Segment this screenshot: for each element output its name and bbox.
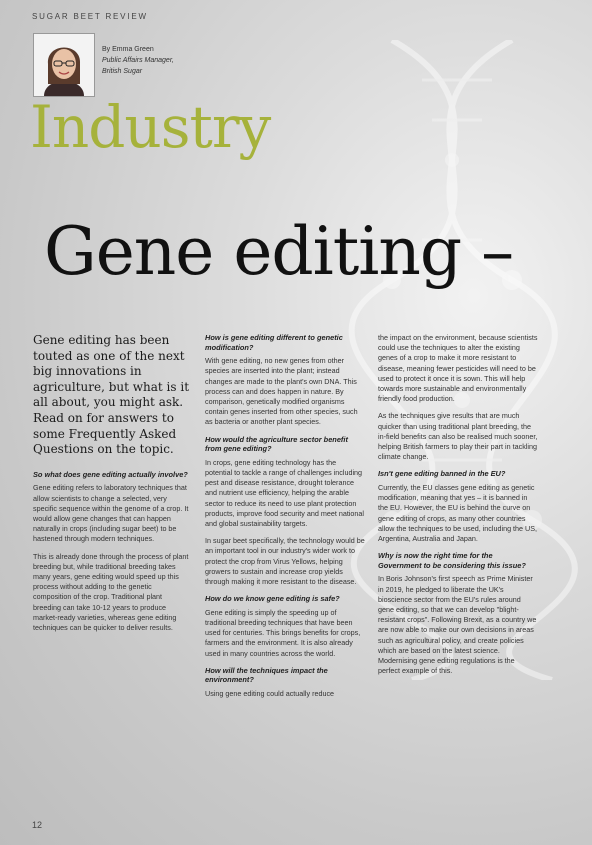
author-name: By Emma Green xyxy=(102,46,154,53)
article-column-1 xyxy=(33,333,191,640)
question-heading: How is gene editing different to genetic modification? xyxy=(205,333,343,352)
page-number: 12 xyxy=(32,820,43,830)
question-heading: How will the techniques impact the environment? xyxy=(205,665,328,685)
body-paragraph: Gene editing refers to laboratory techniques that allow scientists to change a selected, very specific sequence within the genome of a crop. It would allow gene changes that can happen naturally in crops (including sugar beet) to be hastened through modern techniques. xyxy=(33,483,189,544)
body-paragraph: In crops, gene editing technology has the potential to tackle a range of challenges including pest and disease resistance, drought tolerance and nutrient use efficiency, helping the arable sector to reduce its need to use plant protection products, improve food security and meet national and global sustainability targets. xyxy=(205,457,365,529)
body-paragraph: Using gene editing could actually reduce xyxy=(205,689,335,699)
article-headline: Gene editing – xyxy=(44,213,514,290)
question-heading: How do we know gene editing is safe? xyxy=(205,594,340,604)
body-paragraph: With gene editing, no new genes from other species are inserted into the plant; instead changes are made to the plant's own DNA. This process can and does happen in nature. By comparison, genetically modified organisms contain genes inserted from other species, such as bacteria or another plant species. xyxy=(205,356,358,427)
body-paragraph: This is already done through the process of plant breeding but, while traditional breeding takes many years, gene editing would speed up this process without adding to the genetic composition of the crop. Traditional plant breeding can take 10-12 years to produce market-ready varieties, whereas gene editing techniques can be quicker to deliver results. xyxy=(33,551,189,632)
article-column-3 xyxy=(378,333,538,683)
section-title: Industry xyxy=(30,93,271,161)
body-paragraph: Gene editing is simply the speeding up of traditional breeding techniques that have been used for centuries. This brings benefits for crops, farmers and the environment. It is also already used in many countries across the world. xyxy=(205,607,361,658)
article-column-2 xyxy=(205,333,365,706)
author-organisation: British Sugar xyxy=(102,68,143,75)
publication-label: SUGAR BEET REVIEW xyxy=(32,12,148,21)
question-heading: How would the agriculture sector benefit from gene editing? xyxy=(205,434,348,454)
author-byline xyxy=(102,44,174,77)
body-paragraph: As the techniques give results that are much quicker than using traditional plant breeding, the in-field benefits can also be realised much sooner, helping British farmers to play their part in tackling climate change. xyxy=(378,411,538,462)
body-paragraph: In Boris Johnson's first speech as Prime Minister in 2019, he pledged to liberate the UK's bioscience sector from the EU's rules around gene editing, so that we can develop "blight-resistant crops". Following Brexit, as a country we are now able to make our own decisions in areas such as agricultural policy, and create policies which are based on the latest science. Modernising gene editing regulations is the perfect example of this. xyxy=(378,574,537,676)
author-avatar xyxy=(33,33,95,97)
intro-paragraph: Gene editing has been touted as one of the next big innovations in agriculture, but what is it all about, you might ask. Read on for answers to some Frequently Asked Questions on the topic. xyxy=(33,333,190,457)
body-paragraph: the impact on the environment, because scientists could use the techniques to alter the existing genes of a crop to make it more resistant to disease, meaning fewer pesticides will need to be used to protect it once it is sown. This will help towards more sustainable and environmentally friendly food production. xyxy=(378,333,538,404)
author-role: Public Affairs Manager, xyxy=(102,57,174,64)
question-heading: Why is now the right time for the Government to be considering this issue? xyxy=(378,551,526,570)
body-paragraph: In sugar beet specifically, the technology would be an important tool in our industry's wider work to protect the crop from Virus Yellows, helping growers to sustain and increase crop yields through making it more resistant to the disease. xyxy=(205,536,365,587)
body-paragraph: Currently, the EU classes gene editing as genetic modification, meaning that yes – it is banned in the EU. However, the EU is behind the curve on gene editing of crops, as many other countries allow the techniques to be used, including the US, Argentina, Australia and Japan. xyxy=(378,483,538,544)
question-heading: Isn't gene editing banned in the EU? xyxy=(378,469,506,479)
question-heading: So what does gene editing actually involve? xyxy=(33,469,188,479)
